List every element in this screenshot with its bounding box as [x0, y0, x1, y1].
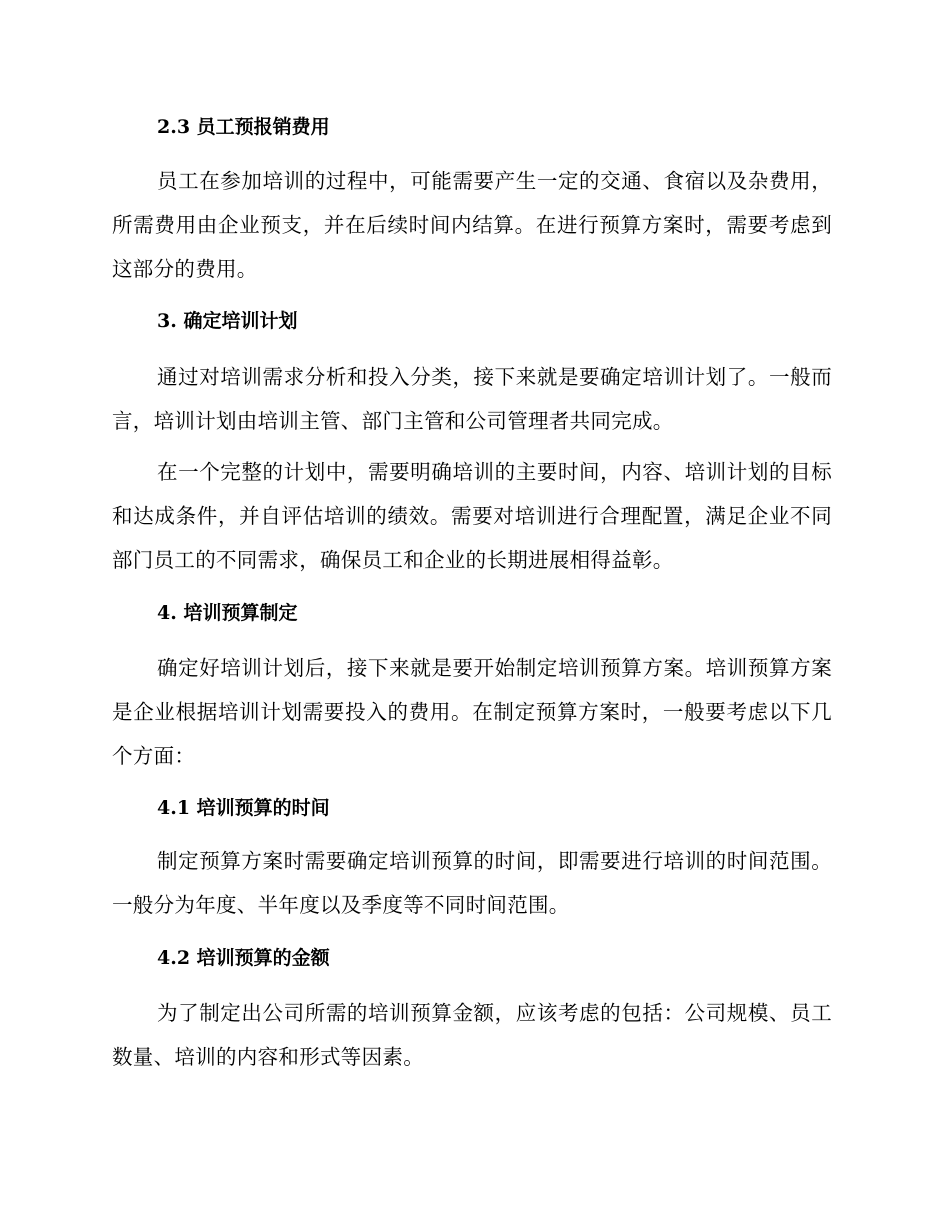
section-heading-4-2: 4.2 培训预算的金额 — [157, 947, 330, 969]
paragraph-training-plan-intro: 通过对培训需求分析和投入分类，接下来就是要确定培训计划了。一般而言，培训计划由培训主管、部门主管和公司管理者共同完成。 — [112, 365, 832, 433]
section-heading-2-3: 2.3 员工预报销费用 — [157, 116, 330, 138]
section-heading-4: 4. 培训预算制定 — [157, 602, 298, 624]
paragraph-employee-advance-expenses: 员工在参加培训的过程中，可能需要产生一定的交通、食宿以及杂费用，所需费用由企业预支，并在后续时间内结算。在进行预算方案时，需要考虑到这部分的费用。 — [112, 169, 832, 281]
section-heading-3: 3. 确定培训计划 — [157, 310, 298, 332]
paragraph-budget-time: 制定预算方案时需要确定培训预算的时间，即需要进行培训的时间范围。一般分为年度、半年度以及季度等不同时间范围。 — [112, 849, 832, 917]
paragraph-budget-formulation: 确定好培训计划后，接下来就是要开始制定培训预算方案。培训预算方案是企业根据培训计划需要投入的费用。在制定预算方案时，一般要考虑以下几个方面： — [112, 656, 832, 768]
section-heading-4-1: 4.1 培训预算的时间 — [157, 797, 330, 819]
paragraph-training-plan-details: 在一个完整的计划中，需要明确培训的主要时间，内容、培训计划的目标和达成条件，并自评估培训的绩效。需要对培训进行合理配置，满足企业不同部门员工的不同需求，确保员工和企业的长期进展相得益彰。 — [112, 460, 832, 572]
paragraph-budget-amount: 为了制定出公司所需的培训预算金额，应该考虑的包括：公司规模、员工数量、培训的内容和形式等因素。 — [112, 1001, 832, 1069]
